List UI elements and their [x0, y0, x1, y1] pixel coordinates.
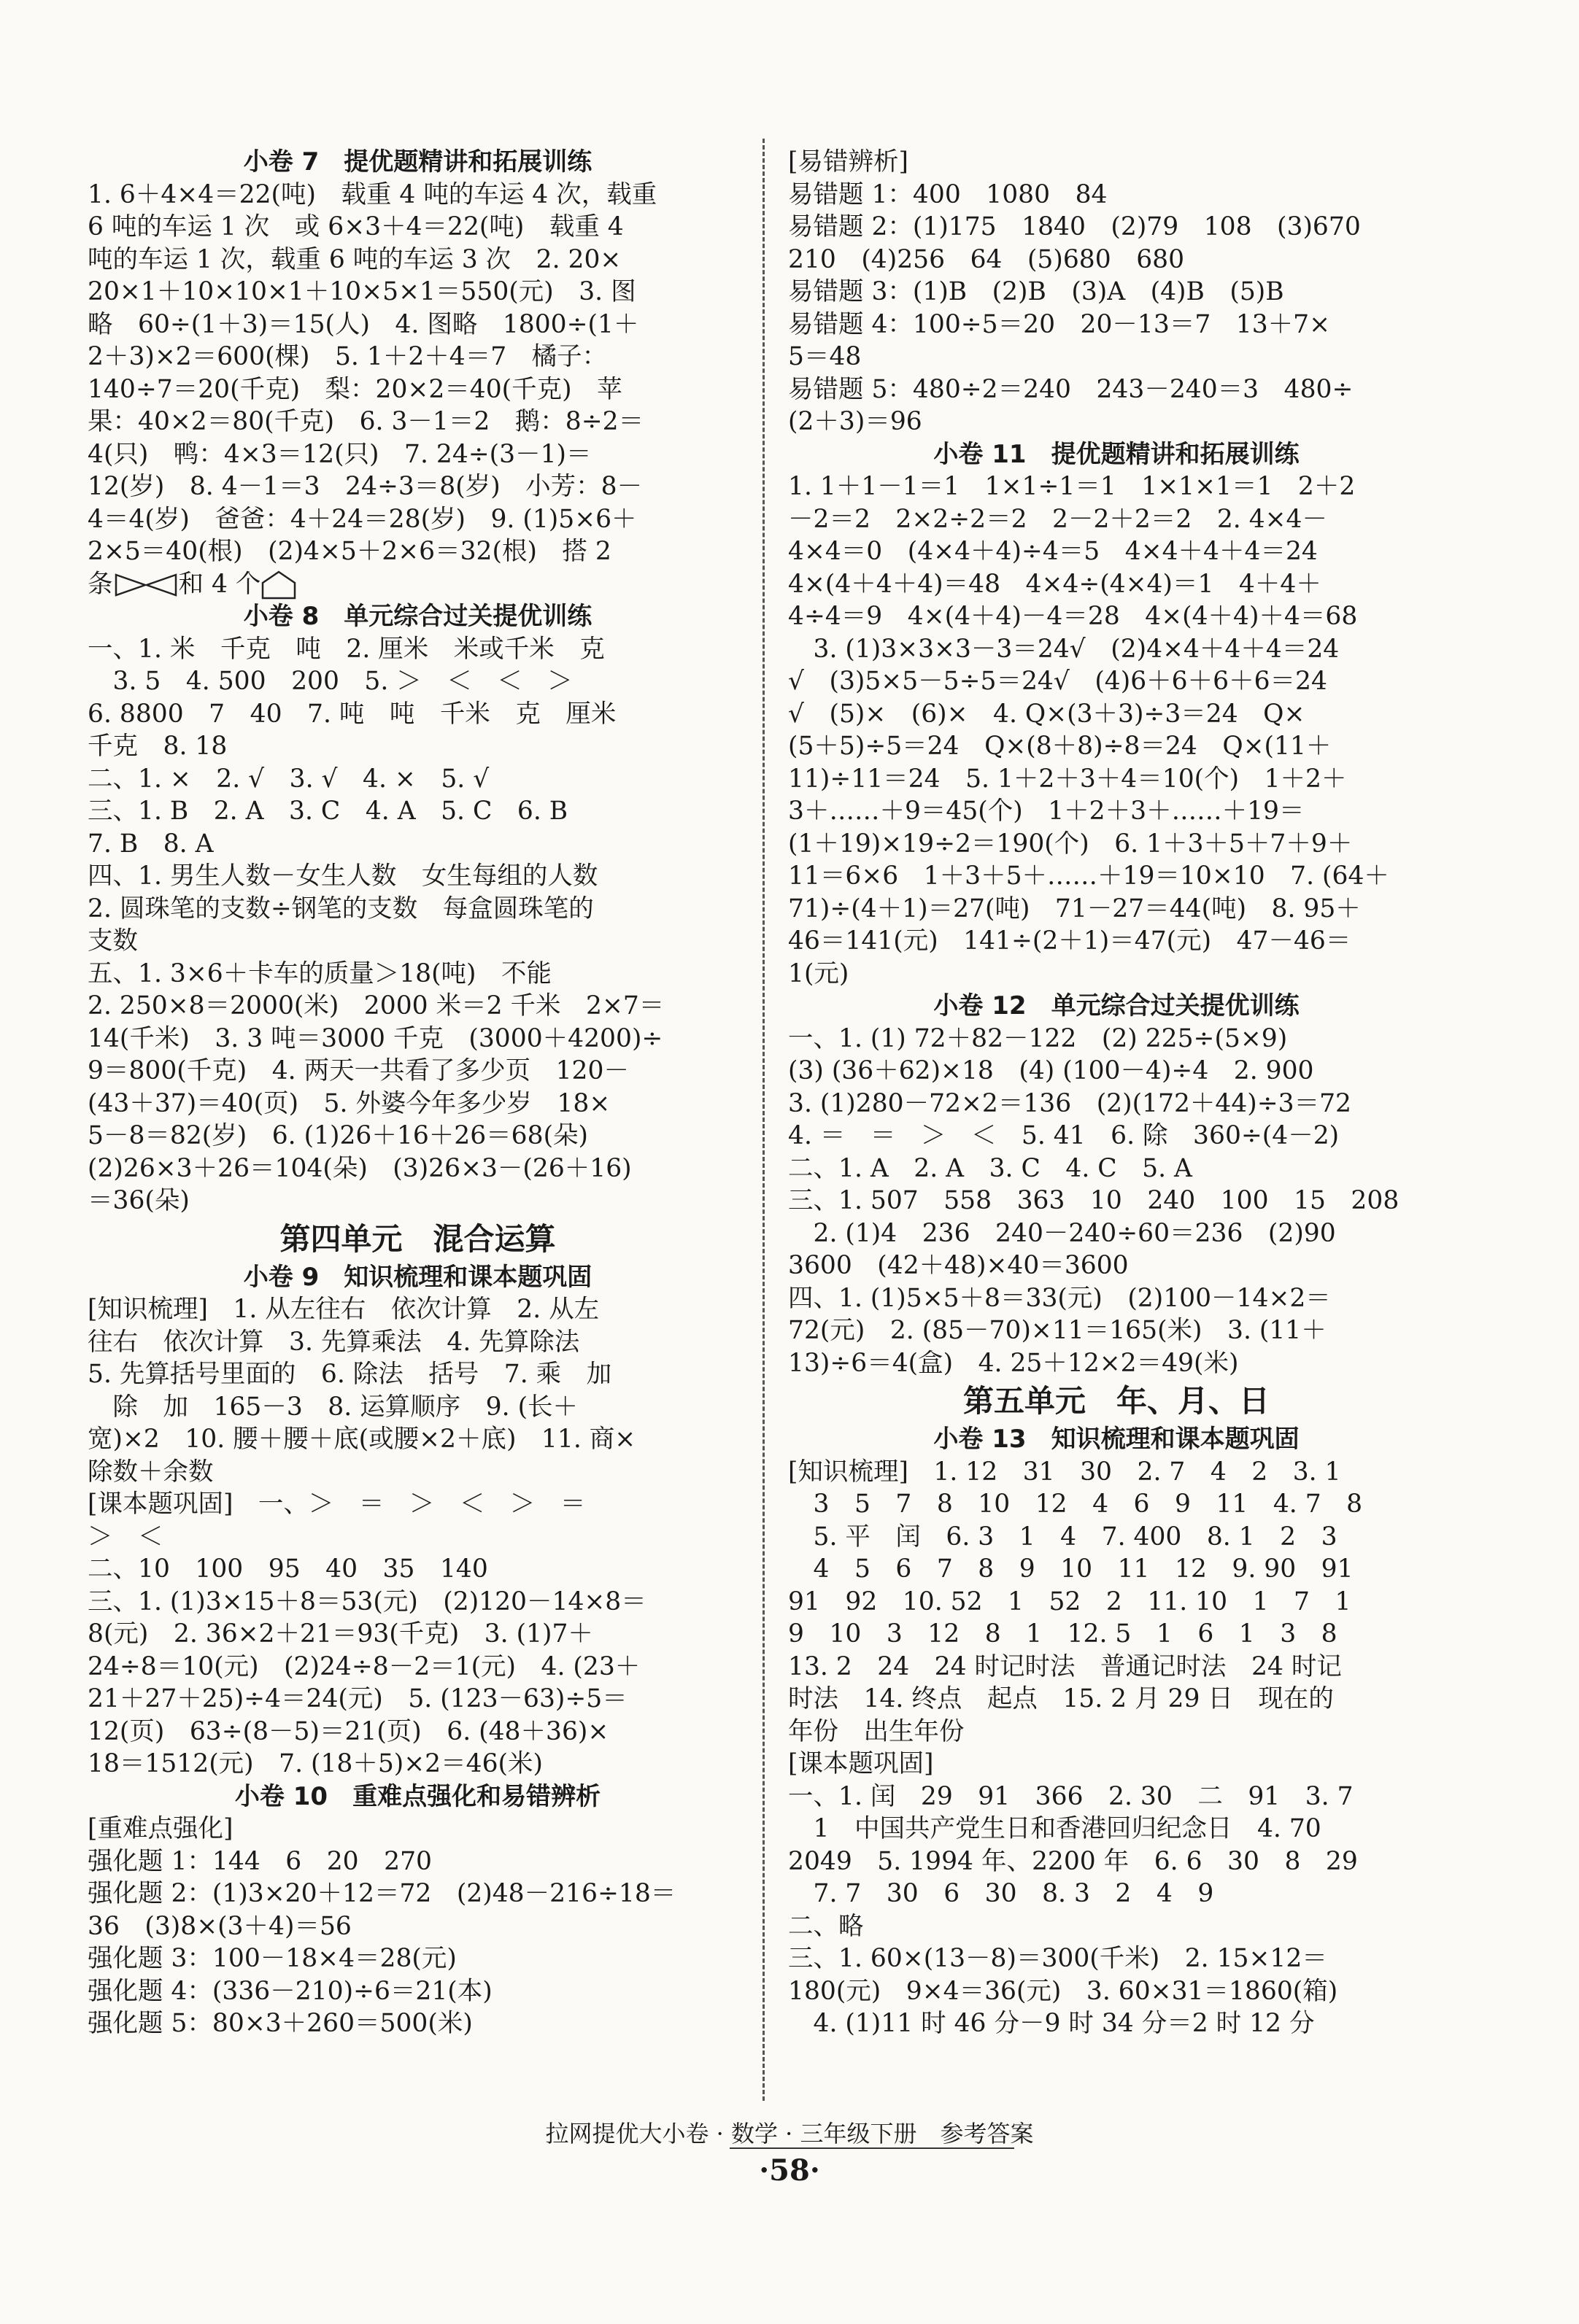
- answer-line: 4＝4(岁) 爸爸：4＋24＝28(岁) 9. (1)5×6＋: [88, 504, 637, 534]
- answer-line: 吨的车运 1 次，载重 6 吨的车运 3 次 2. 20×: [88, 244, 622, 274]
- answer-line: 强化题 2：(1)3×20＋12＝72 (2)48－216÷18＝: [88, 1879, 676, 1908]
- answer-line: 3600 (42＋48)×40＝3600: [788, 1251, 1129, 1280]
- answer-line: 易错题 4：100÷5＝20 20－13＝7 13＋7×: [788, 309, 1331, 339]
- answer-line: 12(页) 63÷(8－5)＝21(页) 6. (48＋36)×: [88, 1716, 609, 1746]
- answer-line: 宽)×2 10. 腰＋腰＋底(或腰×2＋底) 11. 商×: [88, 1425, 636, 1454]
- footer-book-title: 拉网提优大小卷 · 数学 · 三年级下册 参考答案: [545, 2120, 1034, 2147]
- shape-text-before: 条: [88, 569, 113, 599]
- answer-line: 1. 1＋1－1＝1 1×1÷1＝1 1×1×1＝1 2＋2: [788, 472, 1356, 501]
- section-title: 小卷 9 知识梳理和课本题巩固: [243, 1262, 592, 1292]
- answer-line: 14(千米) 3. 3 吨＝3000 千克 (3000＋4200)÷: [88, 1023, 663, 1053]
- answer-line: 11)÷11＝24 5. 1＋2＋3＋4＝10(个) 1＋2＋: [788, 764, 1347, 794]
- section-title: 小卷 13 知识梳理和课本题巩固: [933, 1425, 1300, 1454]
- double-triangle-shape-icon: [113, 570, 179, 600]
- answer-line: [知识梳理] 1. 从左往右 依次计算 2. 从左: [88, 1295, 600, 1324]
- unit-heading: 第五单元 年、月、日: [962, 1383, 1270, 1419]
- answer-line: 180(元) 9×4＝36(元) 3. 60×31＝1860(箱): [788, 1976, 1338, 2006]
- answer-line: 9＝800(千克) 4. 两天一共看了多少页 120－: [88, 1056, 629, 1085]
- section-title: 小卷 7 提优题精讲和拓展训练: [243, 147, 592, 177]
- answer-line: 4. ＝ ＝ ＞ ＜ 5. 41 6. 除 360÷(4－2): [788, 1121, 1340, 1150]
- answer-line: (2)26×3＋26＝104(朵) (3)26×3－(26＋16): [88, 1153, 632, 1183]
- answer-line: ＝36(朵): [88, 1186, 190, 1215]
- answer-line: 一、1. (1) 72＋82－122 (2) 225÷(5×9): [788, 1023, 1288, 1053]
- answer-line: 五、1. 3×6＋卡车的质量＞18(吨) 不能: [88, 958, 552, 988]
- answer-line: 7. B 8. A: [88, 829, 214, 859]
- answer-line: 210 (4)256 64 (5)680 680: [788, 244, 1185, 274]
- answer-line: 4÷4＝9 4×(4＋4)－4＝28 4×(4＋4)＋4＝68: [788, 602, 1358, 631]
- answer-line: 二、10 100 95 40 35 140: [88, 1554, 488, 1584]
- shape-text-middle: 和 4 个: [178, 569, 261, 599]
- answer-line: 6 吨的车运 1 次 或 6×3＋4＝22(吨) 载重 4: [88, 212, 624, 241]
- answer-line: 二、1. × 2. √ 3. √ 4. × 5. √: [88, 764, 490, 794]
- answer-line: (1＋19)×19÷2＝190(个) 6. 1＋3＋5＋7＋9＋: [788, 829, 1353, 859]
- answer-line: 易错题 1：400 1080 84: [788, 179, 1108, 209]
- answer-line: 3. (1)280－72×2＝136 (2)(172＋44)÷3＝72: [788, 1088, 1352, 1118]
- answer-line: 20×1＋10×10×1＋10×5×1＝550(元) 3. 图: [88, 277, 636, 306]
- answer-line: 3 5 7 8 10 12 4 6 9 11 4. 7 8: [788, 1490, 1363, 1519]
- answer-line: 强化题 4：(336－210)÷6＝21(本): [88, 1976, 493, 2006]
- answer-line: 强化题 5：80×3＋260＝500(米): [88, 2009, 473, 2038]
- answer-line: 三、1. 60×(13－8)＝300(千米) 2. 15×12＝: [788, 1944, 1327, 1973]
- answer-line: 四、1. (1)5×5＋8＝33(元) (2)100－14×2＝: [788, 1283, 1331, 1313]
- answer-line: 4×(4＋4＋4)＝48 4×4÷(4×4)＝1 4＋4＋: [788, 569, 1321, 599]
- answer-line: 三、1. B 2. A 3. C 4. A 5. C 6. B: [88, 797, 568, 826]
- answer-line: 13)÷6＝4(盒) 4. 25＋12×2＝49(米): [788, 1348, 1239, 1378]
- answer-line: 年份 出生年份: [788, 1716, 965, 1746]
- answer-line: 71)÷(4＋1)＝27(吨) 71－27＝44(吨) 8. 95＋: [788, 894, 1361, 923]
- answer-line: 2×5＝40(根) (2)4×5＋2×6＝32(根) 搭 2: [88, 537, 611, 566]
- answer-line: 1(元): [788, 958, 849, 988]
- answer-line: √ (3)5×5－5÷5＝24√ (4)6＋6＋6＋6＝24: [788, 667, 1327, 696]
- answer-line: 易错题 3：(1)B (2)B (3)A (4)B (5)B: [788, 277, 1284, 306]
- answer-line: 除数＋余数: [88, 1457, 214, 1487]
- answer-line: 2. (1)4 236 240－240÷60＝236 (2)90: [788, 1218, 1336, 1248]
- answer-line: 二、1. A 2. A 3. C 4. C 5. A: [788, 1153, 1192, 1183]
- answer-line: √ (5)× (6)× 4. Q×(3＋3)÷3＝24 Q×: [788, 699, 1305, 729]
- answer-line: 三、1. (1)3×15＋8＝53(元) (2)120－14×8＝: [88, 1587, 646, 1616]
- answer-line: 1 中国共产党生日和香港回归纪念日 4. 70: [788, 1814, 1321, 1843]
- page-number: ·58·: [759, 2153, 820, 2188]
- answer-line: 12(岁) 8. 4－1＝3 24÷3＝8(岁) 小芳：8－: [88, 472, 643, 501]
- answer-line: 1. 6＋4×4＝22(吨) 载重 4 吨的车运 4 次，载重: [88, 179, 657, 209]
- answer-line: [重难点强化]: [88, 1814, 233, 1843]
- right-column: [788, 146, 1445, 2040]
- answer-line: 24÷8＝10(元) (2)24÷8－2＝1(元) 4. (23＋: [88, 1651, 641, 1681]
- section-title: 小卷 12 单元综合过关提优训练: [933, 991, 1300, 1020]
- answer-line: 三、1. 507 558 363 10 240 100 15 208: [788, 1186, 1400, 1215]
- answer-line: [知识梳理] 1. 12 31 30 2. 7 4 2 3. 1: [788, 1457, 1341, 1487]
- answer-line: 5. 平 闰 6. 3 1 4 7. 400 8. 1 2 3: [788, 1522, 1337, 1552]
- answer-line: 除 加 165－3 8. 运算顺序 9. (长＋: [88, 1392, 579, 1422]
- answer-line: 2. 圆珠笔的支数÷钢笔的支数 每盒圆珠笔的: [88, 894, 594, 923]
- answer-line: 46＝141(元) 141÷(2＋1)＝47(元) 47－46＝: [788, 926, 1351, 956]
- answer-line: 4×4＝0 (4×4＋4)÷4＝5 4×4＋4＋4＝24: [788, 537, 1318, 566]
- answer-line: 72(元) 2. (85－70)×11＝165(米) 3. (11＋: [788, 1316, 1327, 1345]
- section-title: 小卷 11 提优题精讲和拓展训练: [933, 439, 1300, 469]
- answer-line: －2＝2 2×2÷2＝2 2－2＋2＝2 2. 4×4－: [788, 504, 1328, 534]
- answer-line: 易错题 2：(1)175 1840 (2)79 108 (3)670: [788, 212, 1361, 241]
- unit-heading: 第四单元 混合运算: [279, 1220, 556, 1257]
- answer-line: 5－8＝82(岁) 6. (1)26＋16＋26＝68(朵): [88, 1121, 588, 1150]
- left-column: [88, 146, 748, 2040]
- answer-line-with-shapes: [88, 568, 748, 601]
- answer-line: 强化题 3：100－18×4＝28(元): [88, 1944, 457, 1973]
- answer-line: (2＋3)＝96: [788, 407, 922, 436]
- answer-line: 往右 依次计算 3. 先算乘法 4. 先算除法: [88, 1327, 580, 1357]
- answer-line: 千克 8. 18: [88, 732, 228, 761]
- answer-line: 36 (3)8×(3＋4)＝56: [88, 1911, 352, 1941]
- answer-line: (5＋5)÷5＝24 Q×(8＋8)÷8＝24 Q×(11＋: [788, 732, 1332, 761]
- answer-line: 时法 14. 终点 起点 15. 2 月 29 日 现在的: [788, 1684, 1334, 1713]
- answer-line: 3＋……＋9＝45(个) 1＋2＋3＋……＋19＝: [788, 797, 1305, 826]
- answer-line: 140÷7＝20(千克) 梨：20×2＝40(千克) 苹: [88, 374, 622, 404]
- section-title: 小卷 10 重难点强化和易错辨析: [234, 1781, 601, 1811]
- answer-line: 11＝6×6 1＋3＋5＋……＋19＝10×10 7. (64＋: [788, 861, 1389, 891]
- answer-line: 四、1. 男生人数－女生人数 女生每组的人数: [88, 861, 598, 891]
- answer-line: 2. 250×8＝2000(米) 2000 米＝2 千米 2×7＝: [88, 991, 665, 1020]
- answer-line: [易错辨析]: [788, 147, 908, 177]
- footer-rule: [730, 2147, 1014, 2149]
- answer-line: ＞ ＜: [88, 1522, 163, 1552]
- answer-line: [课本题巩固] 一、＞ ＝ ＞ ＜ ＞ ＝: [88, 1490, 586, 1519]
- answer-line: 4 5 6 7 8 9 10 11 12 9. 90 91: [788, 1554, 1354, 1584]
- answer-line: 3. (1)3×3×3－3＝24√ (2)4×4＋4＋4＝24: [788, 634, 1340, 664]
- column-divider: [763, 139, 765, 2101]
- answer-line: 2＋3)×2＝600(棵) 5. 1＋2＋4＝7 橘子：: [88, 342, 608, 371]
- answer-line: 5＝48: [788, 342, 862, 371]
- answer-line: 二、略: [788, 1911, 864, 1941]
- section-title: 小卷 8 单元综合过关提优训练: [243, 602, 592, 631]
- answer-line: [课本题巩固]: [788, 1749, 934, 1778]
- answer-line: 一、1. 米 千克 吨 2. 厘米 米或千米 克: [88, 634, 605, 664]
- answer-line: 4. (1)11 时 46 分－9 时 34 分＝2 时 12 分: [788, 2009, 1315, 2038]
- answer-line: 支数: [88, 926, 138, 956]
- answer-line: 3. 5 4. 500 200 5. ＞ ＜ ＜ ＞: [88, 667, 573, 696]
- answer-line: 略 60÷(1＋3)＝15(人) 4. 图略 1800÷(1＋: [88, 309, 639, 339]
- house-shape-icon: [260, 570, 297, 600]
- answer-line: 18＝1512(元) 7. (18＋5)×2＝46(米): [88, 1749, 543, 1778]
- answer-line: (3) (36＋62)×18 (4) (100－4)÷4 2. 900: [788, 1056, 1314, 1085]
- answer-line: 2049 5. 1994 年、2200 年 6. 6 30 8 29: [788, 1846, 1358, 1876]
- answer-line: 21＋27＋25)÷4＝24(元) 5. (123－63)÷5＝: [88, 1684, 628, 1713]
- answer-line: (43＋37)＝40(页) 5. 外婆今年多少岁 18×: [88, 1088, 611, 1118]
- answer-line: 5. 先算括号里面的 6. 除法 括号 7. 乘 加: [88, 1360, 612, 1389]
- answer-line: 91 92 10. 52 1 52 2 11. 10 1 7 1: [788, 1587, 1351, 1616]
- answer-line: 6. 8800 7 40 7. 吨 吨 千米 克 厘米: [88, 699, 617, 729]
- answer-line: 果：40×2＝80(千克) 6. 3－1＝2 鹅：8÷2＝: [88, 407, 644, 436]
- answer-line: 4(只) 鸭：4×3＝12(只) 7. 24÷(3－1)＝: [88, 439, 592, 469]
- answer-line: 9 10 3 12 8 1 12. 5 1 6 1 3 8: [788, 1619, 1337, 1649]
- answer-line: 13. 2 24 24 时记时法 普通记时法 24 时记: [788, 1651, 1342, 1681]
- answer-line: 强化题 1：144 6 20 270: [88, 1846, 432, 1876]
- answer-line: 易错题 5：480÷2＝240 243－240＝3 480÷: [788, 374, 1354, 404]
- answer-line: 8(元) 2. 36×2＋21＝93(千克) 3. (1)7＋: [88, 1619, 593, 1649]
- answer-line: 7. 7 30 6 30 8. 3 2 4 9: [788, 1879, 1214, 1908]
- answer-line: 一、1. 闰 29 91 366 2. 30 二 91 3. 7: [788, 1781, 1354, 1811]
